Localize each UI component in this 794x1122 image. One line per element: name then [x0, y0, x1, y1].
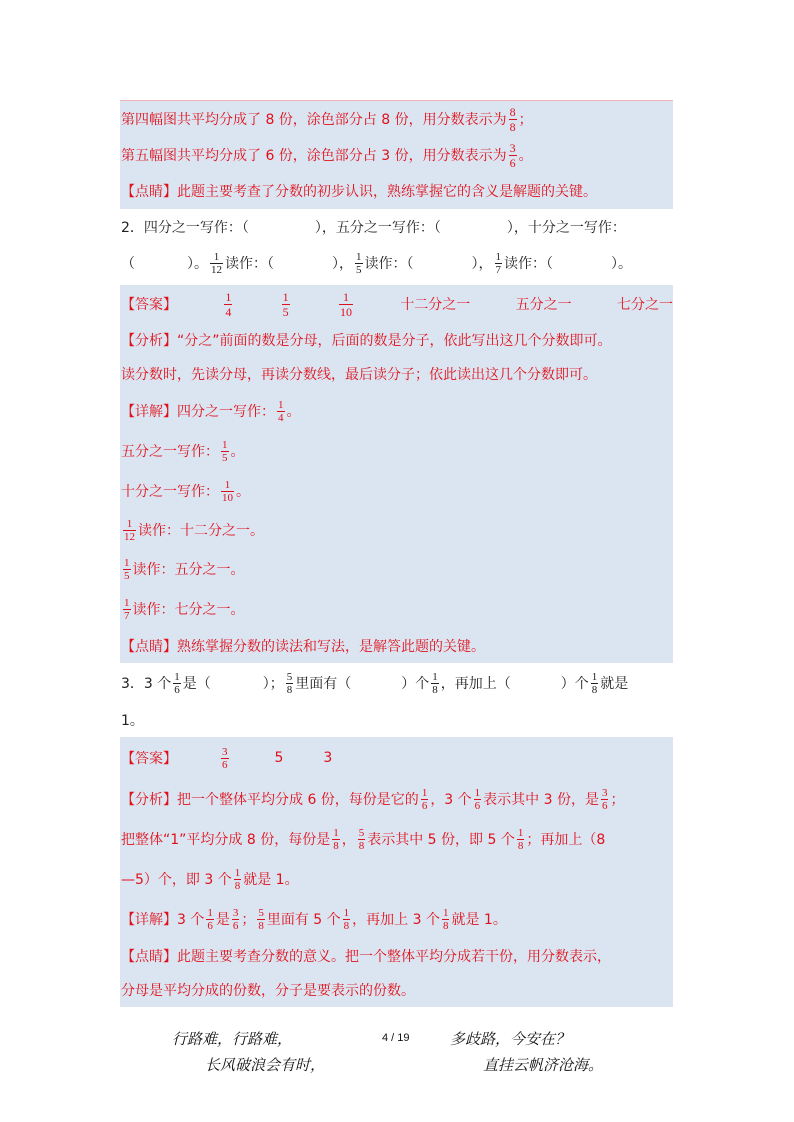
fraction: [286, 671, 294, 696]
text: 分母是平均分成的份数，分子是要表示的份数。: [121, 983, 415, 999]
q3-line2: [120, 703, 673, 737]
text: 表示其中 5 份，即 5 个: [367, 832, 515, 848]
fraction: [358, 827, 366, 852]
denominator: 8: [358, 839, 365, 852]
denominator: 8: [286, 683, 293, 696]
fraction: [495, 251, 503, 276]
text: ；: [241, 912, 256, 928]
fraction: [173, 671, 181, 696]
q2-line2: [120, 245, 673, 281]
denominator: 6: [232, 919, 239, 932]
q2-xiangjie-l2: [120, 431, 673, 471]
denominator: 8: [258, 919, 264, 932]
numerator: 1: [356, 250, 362, 263]
numerator: 3: [222, 745, 228, 758]
q3-dianjing-l1: [120, 939, 673, 973]
text: ）。: [611, 256, 632, 272]
text: ）个: [401, 676, 430, 692]
text: ；: [518, 112, 533, 128]
denominator: 7: [495, 263, 501, 276]
denominator: 12: [211, 263, 222, 276]
fraction: [517, 827, 525, 852]
q3-dianjing-l2: [120, 973, 673, 1007]
section-tag: 【答案】: [121, 297, 177, 313]
text: 读作：（: [504, 256, 553, 272]
text: 里面有 5 个: [266, 912, 341, 928]
q2-answer: [120, 285, 673, 323]
fraction: [343, 907, 351, 932]
fraction: [221, 439, 229, 464]
text: 表示其中 3 份，是: [483, 792, 599, 808]
q1-line5: [120, 137, 673, 173]
text: 把一个整体平均分成 6 份，每份是它的: [177, 792, 419, 808]
denominator: 6: [222, 758, 228, 771]
text: 2．四分之一写作：（: [121, 220, 249, 236]
answer-value: 3: [323, 750, 333, 766]
text: 把整体“1”平均分成 8 份，每份是: [121, 832, 331, 848]
text: ）个: [560, 676, 589, 692]
text: 3 个: [177, 912, 205, 928]
q3-xiangjie: [120, 899, 673, 939]
text: 五分之一写作：: [121, 444, 219, 460]
denominator: 8: [234, 879, 241, 892]
text: 读分数时，先读分母，再读分数线，最后读分子；依此读出这几个分数即可。: [121, 367, 597, 383]
answer-fraction: [339, 290, 353, 319]
text: ；: [610, 792, 625, 808]
text: 就是 1。: [243, 872, 299, 888]
text: 就是 1。: [451, 912, 507, 928]
fraction: [591, 671, 599, 696]
fraction: [257, 907, 265, 932]
page-number: 4 / 19: [382, 1032, 410, 1044]
text: ），: [332, 256, 353, 272]
numerator: 1: [174, 670, 180, 683]
q2-xiangjie-l6: [120, 589, 673, 629]
text: ，再加上 3 个: [352, 912, 440, 928]
denominator: 7: [124, 609, 130, 622]
numerator: 5: [358, 826, 365, 839]
footer-poem-left1: 行路难，行路难，: [172, 1030, 293, 1048]
fraction: [601, 787, 609, 812]
numerator: 1: [124, 556, 130, 569]
q1-solution-box: [120, 100, 673, 209]
denominator: 8: [509, 119, 516, 134]
denominator: 8: [442, 919, 449, 932]
answer-word: 七分之一: [616, 297, 673, 313]
answer-value: 5: [274, 750, 284, 766]
denominator: 8: [432, 683, 438, 696]
fraction: [206, 907, 214, 932]
text: 。: [518, 148, 533, 164]
numerator: 8: [509, 104, 516, 119]
denominator: 6: [601, 799, 608, 812]
fraction: [277, 399, 285, 424]
footer-poem-right1: 多歧路，今安在？: [450, 1030, 571, 1048]
fraction: [221, 479, 234, 504]
text: 此题主要考查分数的意义。把一个整体平均分成若干份，用分数表示，: [177, 949, 611, 965]
denominator: 10: [222, 491, 233, 504]
text: 第四幅图共平均分成了 8 份，涂色部分占 8 份，用分数表示为: [121, 112, 507, 128]
section-tag: 【点睛】: [121, 184, 177, 200]
denominator: 5: [282, 304, 289, 319]
numerator: 1: [474, 786, 481, 799]
denominator: 6: [474, 799, 481, 812]
fraction: [421, 787, 429, 812]
text: 。: [230, 444, 245, 460]
page-footer: [0, 1022, 794, 1082]
numerator: 1: [207, 906, 213, 919]
denominator: 6: [174, 683, 180, 696]
text: “分之”前面的数是分母，后面的数是分子，依此写出这几个分数即可。: [177, 333, 612, 349]
text: 读作：（: [225, 256, 274, 272]
numerator: 1: [124, 596, 130, 609]
text: 1。: [121, 713, 144, 729]
text: 读作：十二分之一。: [138, 523, 264, 539]
numerator: 3: [509, 140, 516, 155]
text: 。: [286, 404, 301, 420]
q2-xiangjie-l4: [120, 511, 673, 549]
text: ），: [471, 256, 493, 272]
q2-xiangjie-l1: [120, 391, 673, 431]
fraction: [232, 907, 240, 932]
q2-line1: [120, 209, 673, 245]
numerator: 5: [286, 670, 293, 683]
text: （: [121, 256, 135, 272]
fraction: [332, 827, 340, 852]
denominator: 12: [124, 530, 135, 543]
answer-fraction: [282, 290, 290, 319]
text: 。: [236, 484, 250, 500]
text: ），五分之一写作：（: [314, 220, 441, 236]
denominator: 4: [278, 411, 284, 424]
numerator: 1: [421, 786, 428, 799]
answer-fraction: [224, 290, 232, 319]
fraction: [123, 557, 131, 582]
section-tag: 【详解】: [121, 404, 177, 420]
fraction: [210, 251, 223, 276]
section-tag: 【分析】: [121, 333, 177, 349]
text: ）；: [262, 676, 284, 692]
text: 就是: [600, 676, 629, 692]
q2-fenxi-line1: [120, 323, 673, 357]
fraction: [442, 907, 450, 932]
fraction: [123, 518, 136, 543]
section-tag: 【分析】: [121, 792, 177, 808]
q2-xiangjie-l5: [120, 549, 673, 589]
denominator: 5: [222, 451, 228, 464]
text: ，再加上（: [440, 676, 511, 692]
denominator: 8: [591, 683, 598, 696]
text: ，3 个: [430, 792, 472, 808]
numerator: 3: [601, 786, 608, 799]
text: 是: [215, 912, 230, 928]
fraction: [474, 787, 482, 812]
denominator: 6: [421, 799, 428, 812]
denominator: 10: [339, 304, 352, 319]
q2-fenxi-line2: [120, 357, 673, 391]
section-tag: 【详解】: [121, 912, 177, 928]
numerator: 1: [282, 289, 289, 304]
text: 熟练掌握分数的读法和写法，是解答此题的关键。: [177, 639, 485, 655]
text: —5）个，即 3 个: [121, 872, 232, 888]
numerator: 5: [258, 906, 264, 919]
section-tag: 【答案】: [121, 751, 177, 767]
numerator: 1: [342, 289, 349, 304]
text: 里面有（: [295, 676, 352, 692]
numerator: 1: [591, 670, 598, 683]
q3-fenxi-l1: [120, 779, 673, 819]
numerator: 1: [517, 826, 524, 839]
numerator: 3: [232, 906, 239, 919]
denominator: 5: [356, 263, 362, 276]
denominator: 8: [333, 839, 339, 852]
fraction: [355, 251, 363, 276]
fraction: [509, 141, 517, 170]
fraction: [123, 597, 131, 622]
denominator: 6: [207, 919, 213, 932]
denominator: 8: [343, 919, 350, 932]
q3-fenxi-l2: [120, 819, 673, 859]
numerator: 1: [278, 398, 284, 411]
answer-fraction: [221, 746, 229, 771]
numerator: 1: [225, 289, 232, 304]
text: 读作：五分之一。: [132, 562, 245, 578]
q2-solution-box: [120, 285, 673, 663]
q3-line1: [120, 663, 673, 703]
numerator: 1: [234, 866, 241, 879]
q3-solution-box: [120, 737, 673, 1007]
denominator: 5: [124, 569, 130, 582]
fraction: [234, 867, 242, 892]
numerator: 1: [495, 250, 501, 263]
section-tag: 【点睛】: [121, 949, 177, 965]
q3-fenxi-l3: [120, 859, 673, 899]
fraction: [509, 105, 517, 134]
footer-poem-right2: 直挂云帆济沧海。: [483, 1056, 604, 1074]
text: 四分之一写作：: [177, 404, 275, 420]
footer-poem-left2: 长风破浪会有时，: [205, 1056, 326, 1074]
answer-word: 十二分之一: [400, 297, 471, 313]
fraction: [431, 671, 439, 696]
text: ）。: [187, 256, 208, 272]
q2-dianjing: [120, 629, 673, 663]
text: 读作：七分之一。: [132, 602, 245, 618]
denominator: 6: [509, 155, 516, 170]
answer-word: 五分之一: [515, 297, 572, 313]
numerator: 1: [126, 517, 133, 530]
section-tag: 【点睛】: [121, 639, 177, 655]
page-content: [120, 100, 673, 1007]
numerator: 1: [442, 906, 449, 919]
q3-answer: [120, 737, 673, 779]
text: ；再加上（8: [526, 832, 606, 848]
denominator: 4: [225, 304, 232, 319]
numerator: 1: [213, 250, 220, 263]
numerator: 1: [222, 438, 228, 451]
text: 读作：（: [364, 256, 414, 272]
numerator: 1: [224, 478, 231, 491]
text: 3．3 个: [121, 676, 172, 692]
q2-xiangjie-l3: [120, 471, 673, 511]
text: 第五幅图共平均分成了 6 份，涂色部分占 3 份，用分数表示为: [121, 148, 507, 164]
text: ，: [341, 832, 356, 848]
text: 此题主要考查了分数的初步认识，熟练掌握它的含义是解题的关键。: [177, 184, 597, 200]
numerator: 1: [343, 906, 350, 919]
numerator: 1: [333, 826, 339, 839]
text: 十分之一写作：: [121, 484, 219, 500]
text: 是（: [182, 676, 211, 692]
q1-dianjing: [120, 173, 673, 209]
text: ），十分之一写作：: [506, 220, 626, 236]
denominator: 8: [517, 839, 524, 852]
numerator: 1: [432, 670, 438, 683]
q1-line4: [120, 101, 673, 137]
